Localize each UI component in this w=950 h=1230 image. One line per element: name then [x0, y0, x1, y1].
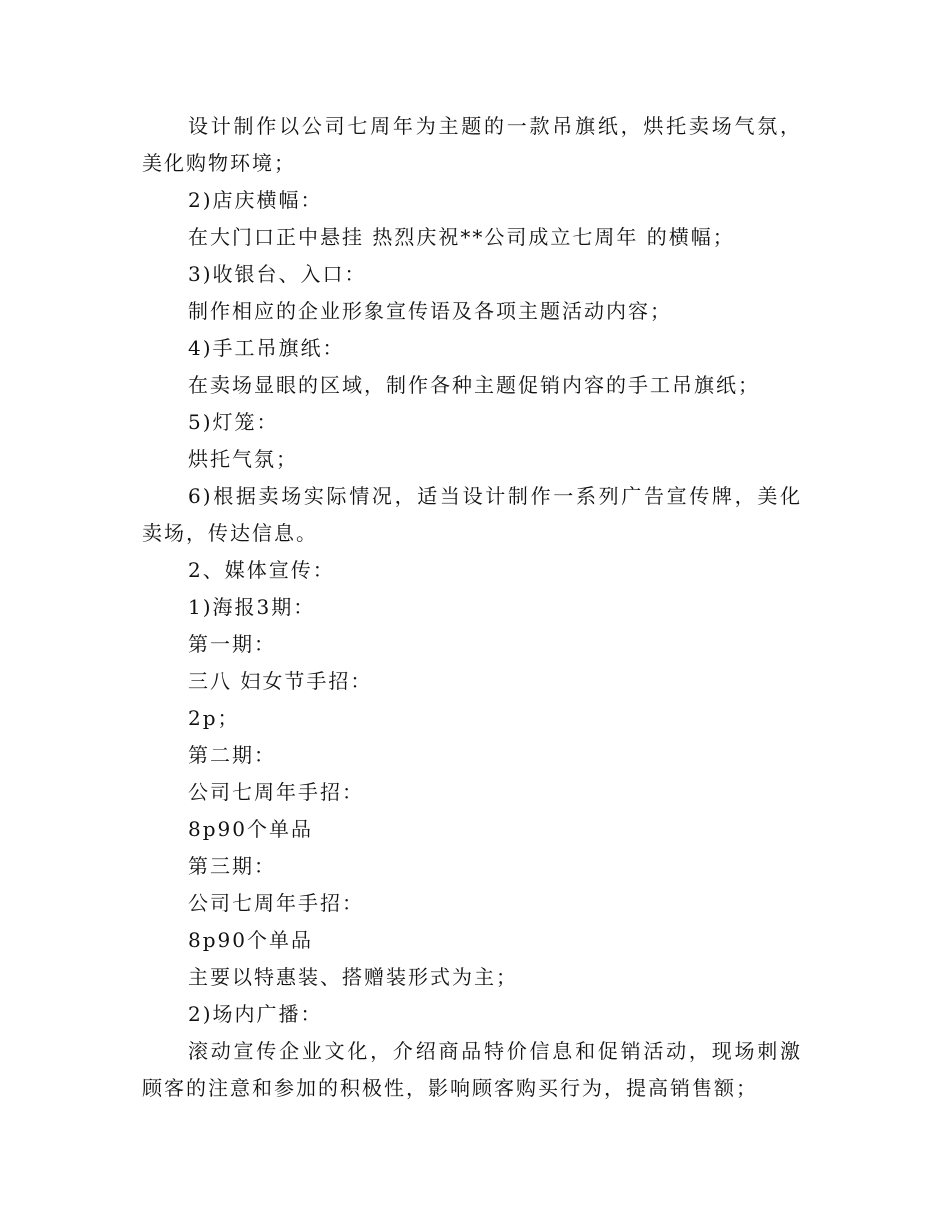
paragraph-12: 1)海报3期： [188, 595, 316, 619]
paragraph-5: 制作相应的企业形象宣传语及各项主题活动内容； [188, 299, 672, 323]
paragraph-13: 第一期： [188, 632, 276, 656]
paragraph-16: 第二期： [188, 743, 276, 767]
paragraph-9: 烘托气氛； [188, 447, 298, 471]
paragraph-4: 3)收银台、入口： [188, 262, 367, 286]
paragraph-21: 8p90个单品 [188, 928, 313, 952]
paragraph-19: 第三期： [188, 854, 276, 878]
paragraph-7: 在卖场显眼的区域，制作各种主题促销内容的手工吊旗纸； [188, 373, 760, 397]
paragraph-22: 主要以特惠装、搭赠装形式为主； [188, 965, 518, 989]
paragraph-6: 4)手工吊旗纸： [188, 336, 345, 360]
paragraph-18: 8p90个单品 [188, 817, 313, 841]
paragraph-10: 6)根据卖场实际情况，适当设计制作一系列广告宣传牌，美化卖场，传达信息。 [142, 484, 802, 545]
paragraph-20: 公司七周年手招： [188, 891, 364, 915]
paragraph-24: 滚动宣传企业文化，介绍商品特价信息和促销活动，现场刺激顾客的注意和参加的积极性，影响顾客购买行为，提高销售额； [142, 1039, 802, 1100]
paragraph-14: 三八 妇女节手招： [188, 669, 373, 693]
paragraph-11: 2、媒体宣传： [188, 558, 335, 582]
paragraph-3: 在大门口正中悬挂 热烈庆祝**公司成立七周年 的横幅； [188, 225, 735, 249]
document-body [142, 108, 802, 1107]
paragraph-15: 2p； [188, 706, 240, 730]
paragraph-2: 2)店庆横幅： [188, 188, 323, 212]
paragraph-23: 2)场内广播： [188, 1002, 323, 1026]
paragraph-1: 设计制作以公司七周年为主题的一款吊旗纸，烘托卖场气氛，美化购物环境； [142, 114, 802, 175]
paragraph-17: 公司七周年手招： [188, 780, 364, 804]
paragraph-8: 5)灯笼： [188, 410, 279, 434]
